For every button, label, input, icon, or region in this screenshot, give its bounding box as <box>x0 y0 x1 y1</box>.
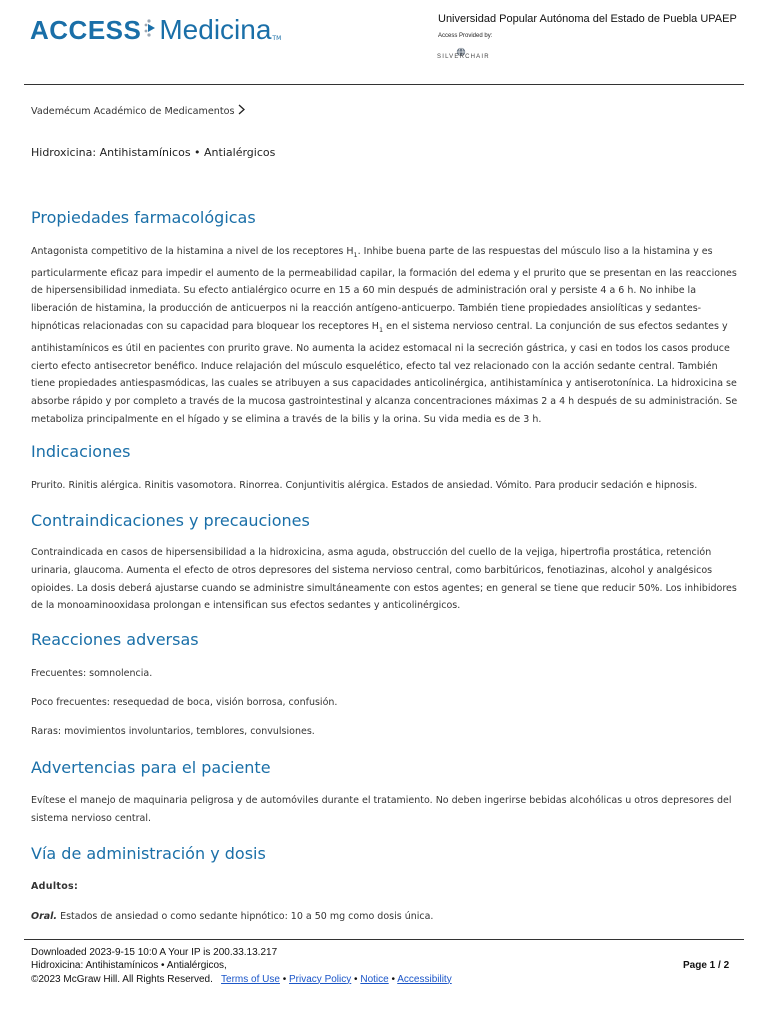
document-title: Hidroxicina: Antihistamínicos • Antialérgicos <box>31 146 276 159</box>
breadcrumb-label[interactable]: Vademécum Académico de Medicamentos <box>31 105 235 117</box>
logo-access-text: ACCESS <box>30 14 142 45</box>
privacy-policy-link[interactable]: Privacy Policy <box>289 973 352 985</box>
logo-medicina-text: Medicina <box>159 14 272 45</box>
logo-trademark: TM <box>272 35 282 42</box>
reacciones-raras: Raras: movimientos involuntarios, temblores, convulsiones. <box>31 726 315 737</box>
heading-propiedades: Propiedades farmacológicas <box>31 208 256 227</box>
accessibility-link[interactable]: Accessibility <box>397 973 452 985</box>
page-footer <box>31 946 452 986</box>
terms-of-use-link[interactable]: Terms of Use <box>221 973 280 985</box>
label-adultos: Adultos: <box>31 881 79 892</box>
footer-separator: • <box>282 973 287 985</box>
footer-separator: • <box>354 973 358 985</box>
footer-divider <box>24 939 744 940</box>
logo-arrow-icon <box>143 15 157 45</box>
institution-name: Universidad Popular Autónoma del Estado de Puebla UPAEP <box>438 13 737 25</box>
page-header <box>0 0 768 85</box>
reacciones-poco-frecuentes: Poco frecuentes: resequedad de boca, visión borrosa, confusión. <box>31 697 338 708</box>
download-info: Downloaded 2023-9-15 10:0 A Your IP is 200.33.13.217 <box>31 947 278 958</box>
access-provided-by: Access Provided by: <box>438 33 493 39</box>
access-medicina-logo[interactable] <box>30 14 281 46</box>
paragraph-via-oral: Oral. Estados de ansiedad o como sedante hipnótico: 10 a 50 mg como dosis única. <box>31 911 434 922</box>
heading-reacciones: Reacciones adversas <box>31 630 199 649</box>
breadcrumb[interactable] <box>31 104 245 118</box>
copyright: ©2023 McGraw Hill. All Rights Reserved. <box>31 973 213 985</box>
reacciones-frecuentes: Frecuentes: somnolencia. <box>31 668 153 679</box>
chevron-right-icon <box>238 104 245 118</box>
footer-document-title: Hidroxicina: Antihistamínicos • Antialérgicos, <box>31 960 227 972</box>
paragraph-indicaciones: Prurito. Rinitis alérgica. Rinitis vasomotora. Rinorrea. Conjuntivitis alérgica. Estados de ansiedad. Vómito. Para producir sedación e hipnosis. <box>31 480 698 491</box>
footer-links-row <box>31 973 452 986</box>
heading-advertencias: Advertencias para el paciente <box>31 758 271 777</box>
heading-via-administracion: Vía de administración y dosis <box>31 844 266 863</box>
page-number: Page 1 / 2 <box>683 960 730 971</box>
paragraph-contraindicaciones: Contraindicada en casos de hipersensibilidad a la hidroxicina, asma aguda, obstrucción del cuello de la vejiga, hipertrofia prostática, retención urinaria, glaucoma. Aumenta el efecto de otros depresores del sistema nervioso central, como barbitúricos, fenotiazinas, alcohol y analgésicos opioides. La dosis deberá ajustarse cuando se administre simultáneamente con estos agentes; en general se tiene que reducir 50%. Los inhibidores de la monoaminooxidasa prolongan e intensifican sus efectos sedantes y anticolinérgicos. <box>31 547 737 612</box>
notice-link[interactable]: Notice <box>360 973 389 985</box>
paragraph-advertencias: Evítese el manejo de maquinaria peligrosa y de automóviles durante el tratamiento. No deben ingerirse bebidas alcohólicas u otros depresores del sistema nervioso central. <box>31 795 732 824</box>
header-divider <box>24 84 744 85</box>
paragraph-propiedades: Antagonista competitivo de la histamina a nivel de los receptores $H_1$. Inhibe buena parte de las respuestas del músculo liso a la histamina y es particularmente eficaz para impedir el aumento de la permeabilidad capilar, la formación del edema y el prurito que se presentan en las reacciones de hipersensibilidad inmediata. Su efecto antialérgico ocurre en 15 a 60 min después de administración oral y persiste 4 a 6 h. No inhibe la liberación de histamina, la producción de anticuerpos ni la reacción antígeno-anticuerpo. También tiene propiedades ansiolíticas y sedantes-hipnóticas relacionadas con su capacidad para bloquear los receptores $H_1$ en el sistema nervioso central. La conjunción de sus efectos sedantes y antihistamínicos es útil en pacientes con prurito grave. No aumenta la acidez estomacal ni la secreción gástrica, y casi en todos los casos produce cierto efecto antisecretor benéfico. Induce relajación del músculo esquelético, efecto tal vez relacionado con la acción sedante central. También tiene propiedades antiespasmódicas, las cuales se atribuyen a sus capacidades anticolinérgica, antihistamínica y antiserotonínica. La hidroxicina se absorbe rápido y por completo a través de la mucosa gastrointestinal y alcanza concentraciones máximas 2 a 4 h después de su administración. Se metaboliza principalmente en el hígado y se elimina a través de la bilis y la orina. Su vida media es de 3 h. <box>31 246 738 425</box>
heading-contraindicaciones: Contraindicaciones y precauciones <box>31 511 310 530</box>
heading-indicaciones: Indicaciones <box>31 442 131 461</box>
footer-separator: • <box>391 973 395 985</box>
label-oral: Oral. <box>31 911 58 922</box>
silverchair-logo-text: SILVERCHAIR <box>437 54 490 60</box>
